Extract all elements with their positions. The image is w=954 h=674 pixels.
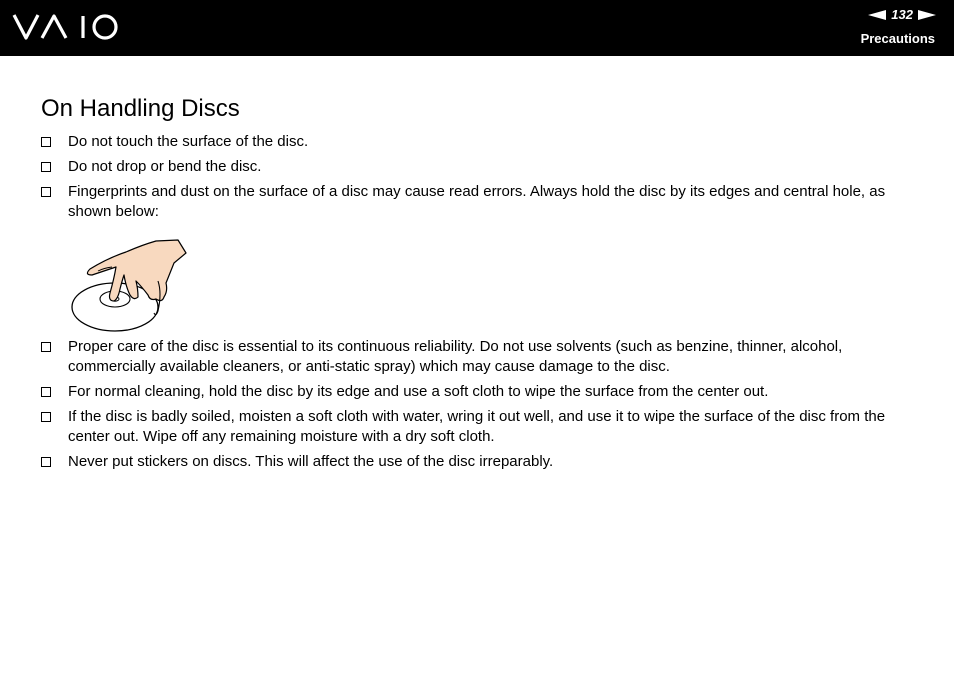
list-item	[41, 182, 921, 222]
list-item-text: If the disc is badly soiled, moisten a soft cloth with water, wring it out well, and use it to wipe the surface of the disc from the center out. Wipe off any remaining moisture with a dry soft cloth.	[68, 408, 886, 445]
hand-holding-disc-illustration	[70, 237, 190, 335]
list-item	[41, 407, 921, 447]
page-navigation	[868, 7, 936, 22]
list-item	[41, 157, 921, 177]
checkbox-bullet-icon	[41, 412, 51, 422]
list-item-text: Do not drop or bend the disc.	[68, 158, 262, 175]
page-number: 132	[891, 7, 913, 22]
list-item-text: Proper care of the disc is essential to its continuous reliability. Do not use solvents (such as benzine, thinner, alcohol, commercially available cleaners, or anti-static spray) which may cause damage to the disc.	[68, 338, 843, 375]
list-item	[41, 337, 921, 377]
checkbox-bullet-icon	[41, 342, 51, 352]
handling-list-bottom	[41, 337, 921, 477]
checkbox-bullet-icon	[41, 187, 51, 197]
section-title: Precautions	[860, 31, 935, 46]
list-item	[41, 382, 921, 402]
header-bar	[0, 0, 954, 56]
list-item-text: Never put stickers on discs. This will affect the use of the disc irreparably.	[68, 453, 554, 470]
list-item-text: Fingerprints and dust on the surface of a disc may cause read errors. Always hold the disc by its edges and central hole, as shown below:	[68, 183, 886, 220]
checkbox-bullet-icon	[41, 137, 51, 147]
checkbox-bullet-icon	[41, 457, 51, 467]
handling-list-top	[41, 132, 921, 227]
list-item	[41, 132, 921, 152]
list-item	[41, 452, 921, 472]
list-item-text: Do not touch the surface of the disc.	[68, 133, 309, 150]
vaio-logo	[12, 12, 120, 42]
list-item-text: For normal cleaning, hold the disc by its edge and use a soft cloth to wipe the surface from the center out.	[68, 383, 769, 400]
checkbox-bullet-icon	[41, 387, 51, 397]
page-title: On Handling Discs	[41, 95, 240, 122]
arrow-right-icon[interactable]	[918, 10, 936, 20]
arrow-left-icon[interactable]	[868, 10, 886, 20]
checkbox-bullet-icon	[41, 162, 51, 172]
